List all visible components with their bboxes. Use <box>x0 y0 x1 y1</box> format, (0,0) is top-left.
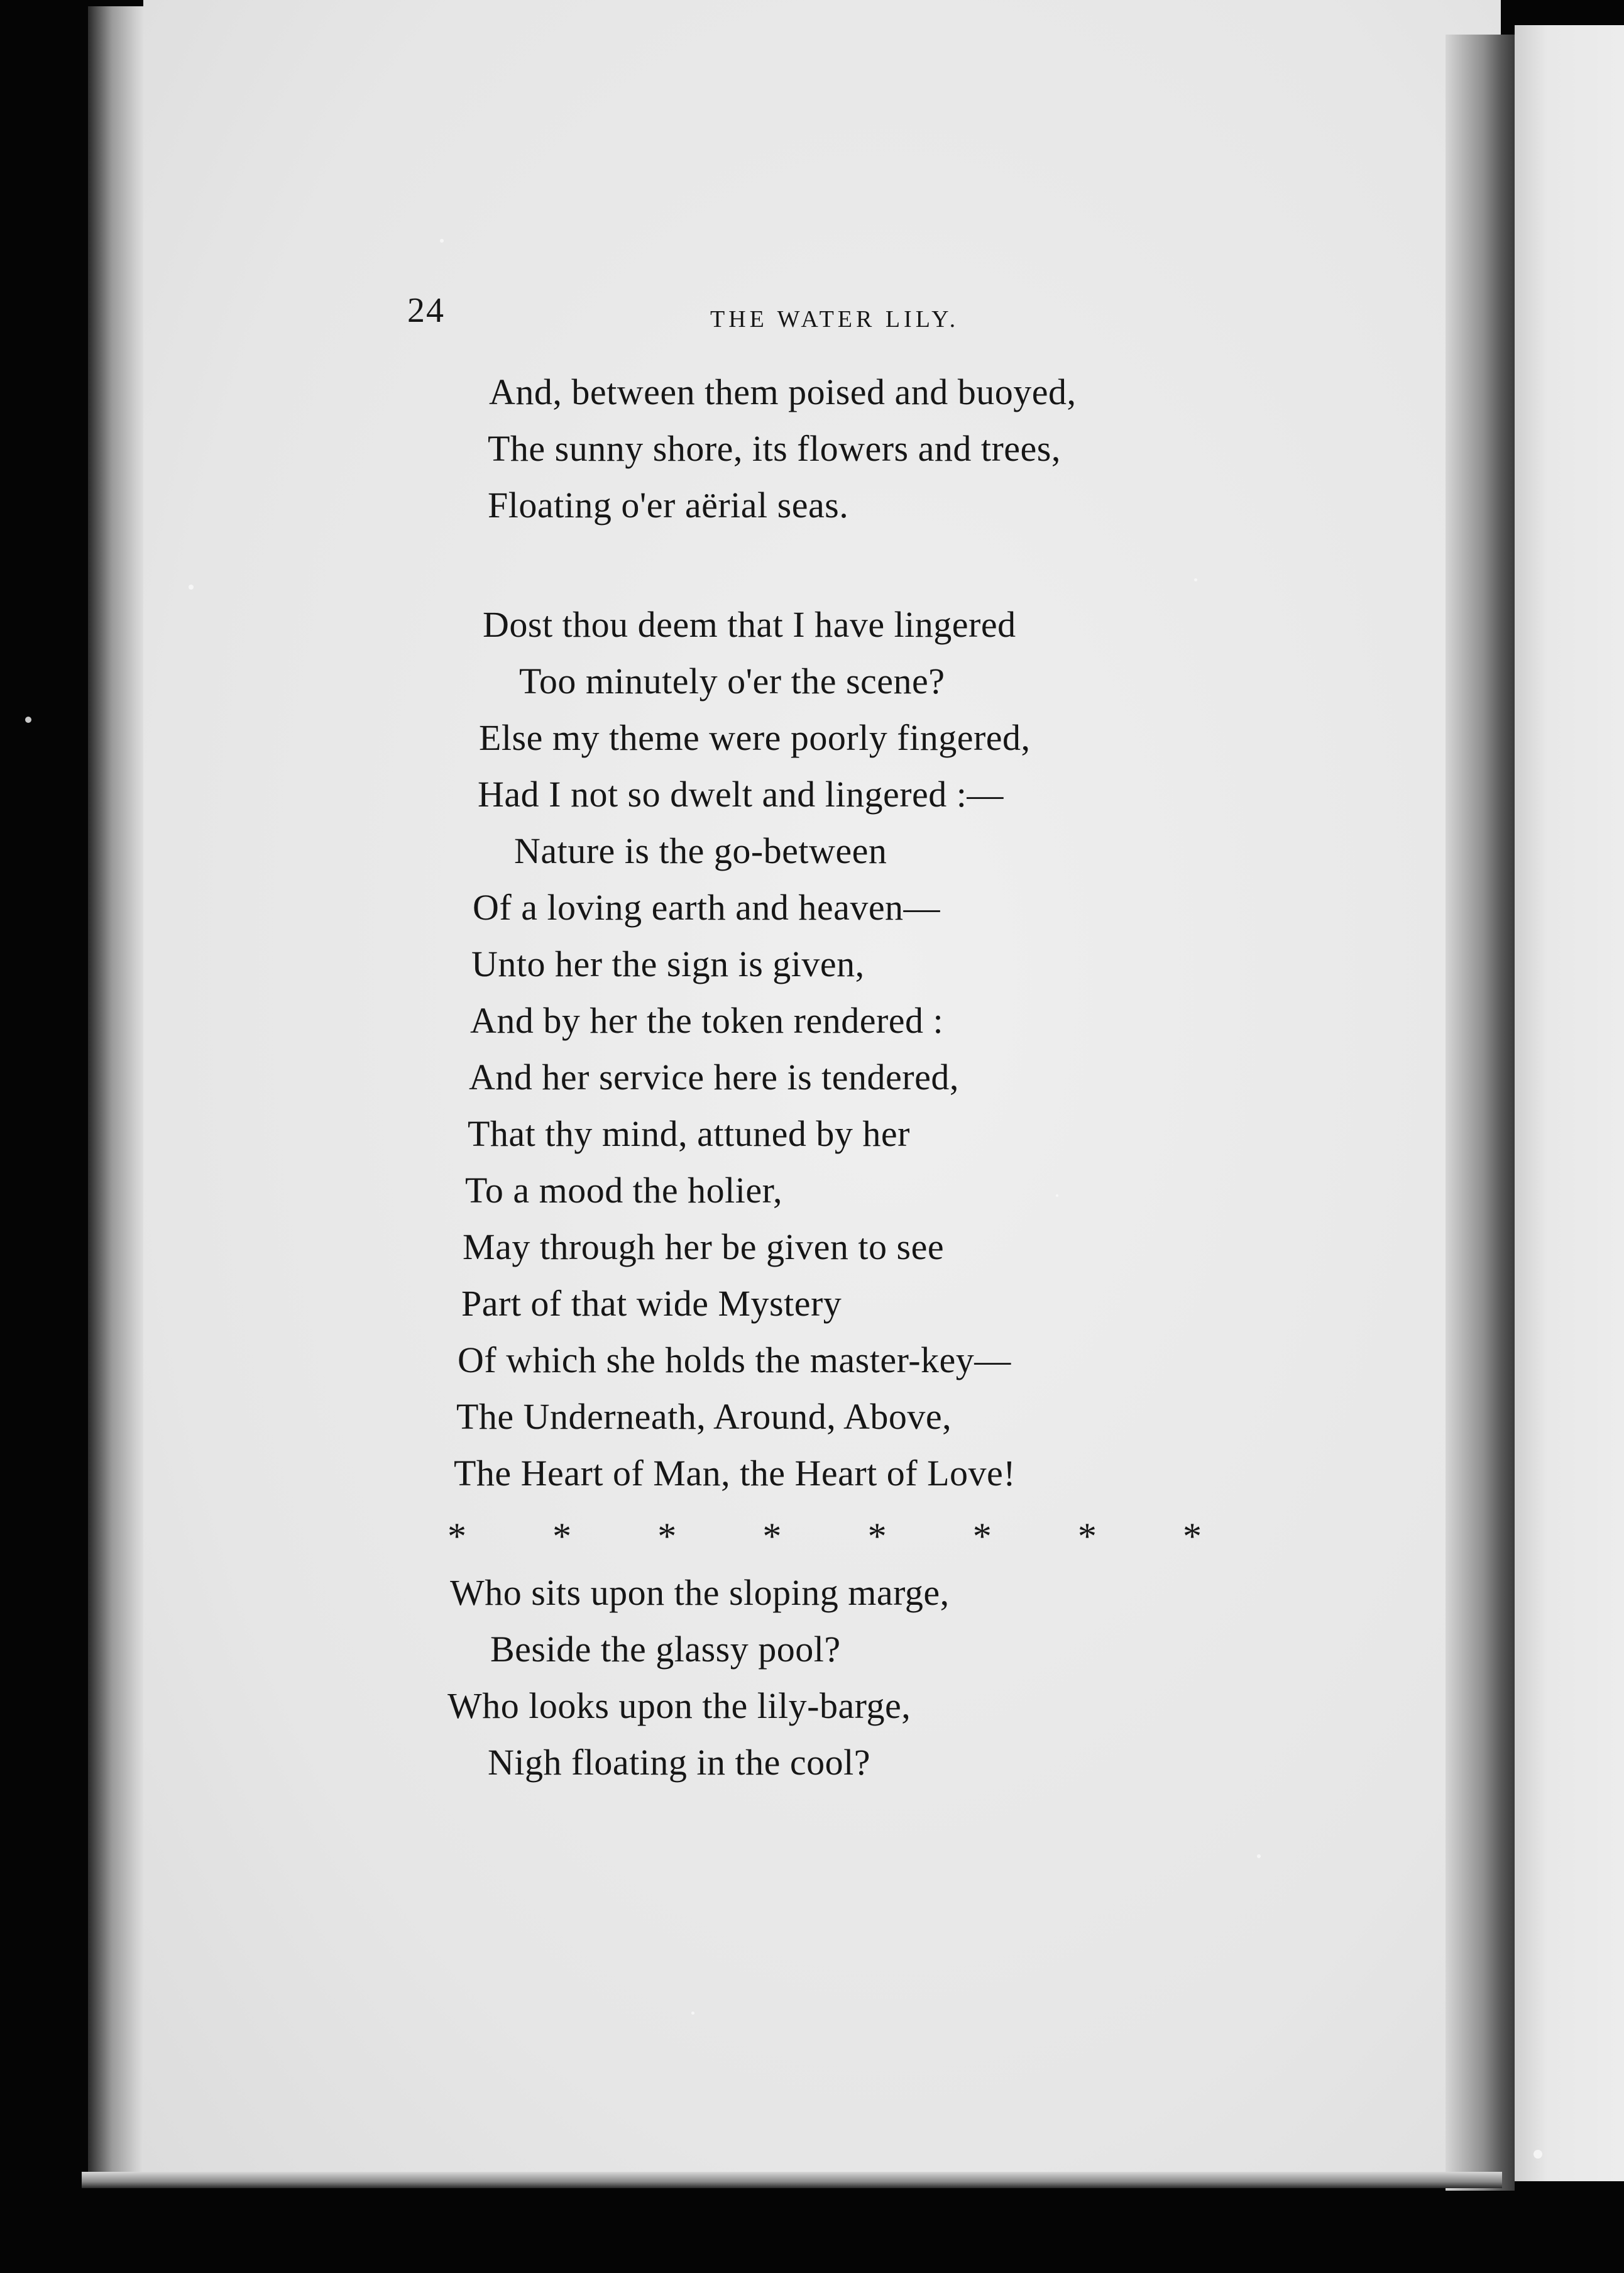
poem-line: Too minutely o'er the scene? <box>519 661 945 702</box>
poem-line: Dost thou deem that I have lingered <box>483 604 1016 645</box>
poem-line: That thy mind, attuned by her <box>468 1113 910 1154</box>
asterisk: * <box>552 1516 572 1557</box>
poem-line: Unto her the sign is given, <box>471 944 865 984</box>
running-title: THE WATER LILY. <box>710 306 960 333</box>
poem-line: Nigh floating in the cool? <box>488 1742 870 1783</box>
poem-line: And her service here is tendered, <box>469 1057 959 1098</box>
page-number: 24 <box>407 291 445 330</box>
asterisk: * <box>867 1516 887 1557</box>
poem-line: Of a loving earth and heaven— <box>473 887 941 928</box>
poem-line: Part of that wide Mystery <box>461 1283 842 1324</box>
poem-line: Nature is the go-between <box>514 830 887 871</box>
poem-line: Of which she holds the master-key— <box>458 1340 1011 1380</box>
poem-line: Had I not so dwelt and lingered :— <box>478 774 1004 815</box>
asterisk: * <box>447 1516 466 1557</box>
asterisk: * <box>972 1516 992 1557</box>
poem-line: Who sits upon the sloping marge, <box>450 1572 950 1613</box>
poem-line: May through her be given to see <box>463 1226 945 1267</box>
poem-line: Who looks upon the lily-barge, <box>447 1685 911 1726</box>
poem-line: Floating o'er aërial seas. <box>488 485 849 526</box>
asterisk: * <box>762 1516 782 1557</box>
asterisk: * <box>1077 1516 1097 1557</box>
poem-line: Else my theme were poorly fingered, <box>479 717 1031 758</box>
asterisk: * <box>657 1516 677 1557</box>
poem-line: To a mood the holier, <box>465 1170 783 1211</box>
poem-line: The sunny shore, its flowers and trees, <box>488 428 1061 469</box>
section-break-asterisks <box>447 1515 1202 1558</box>
poem-line: The Underneath, Around, Above, <box>456 1396 952 1437</box>
poem-line: Beside the glassy pool? <box>490 1629 841 1670</box>
poem-line: And by her the token rendered : <box>470 1000 944 1041</box>
asterisk: * <box>1182 1516 1202 1557</box>
poem-line: And, between them poised and buoyed, <box>489 371 1077 412</box>
poem-line: The Heart of Man, the Heart of Love! <box>454 1453 1016 1494</box>
